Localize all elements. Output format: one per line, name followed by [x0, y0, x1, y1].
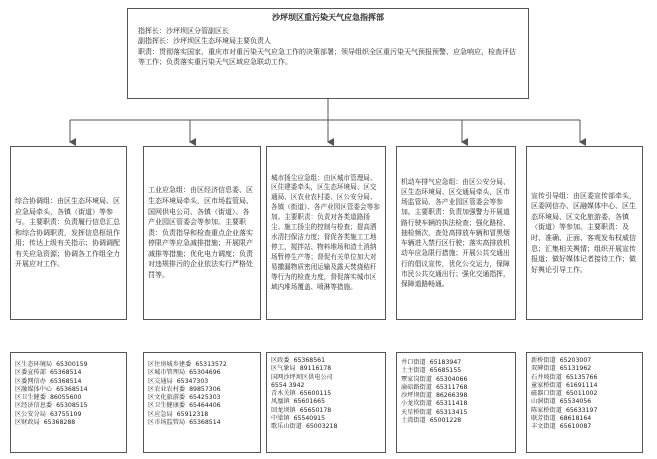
- contact-row: 磁器口街道 65011002: [531, 390, 598, 398]
- contact-row: 沙坪坝街道 86266398: [401, 392, 468, 400]
- contact-row: 区市场监管局 65368514: [148, 419, 221, 427]
- contact-row: 土主街道 65685155: [401, 367, 462, 375]
- duties-text: 职责：贯彻落实国家、重庆市对重污染天气应急工作的决策部署；领导组织全区重污染天气预报预警、应急响应、检查评估等工作；负责落实重污染天气区域应急联动工作。: [138, 47, 516, 66]
- contact-row: 区卫生健康委 65464406: [148, 402, 221, 410]
- contact-row: 中梁镇 65540915: [271, 415, 326, 423]
- contact-box-5: [526, 352, 643, 453]
- contact-row: 覃家岗街道 65304066: [401, 375, 468, 383]
- contact-box-1: [10, 352, 127, 453]
- contact-row: 区委网信办 65368514: [15, 377, 82, 385]
- contact-row: 区农业农村委 89857306: [148, 385, 221, 393]
- contact-row: 双碑街道 65131962: [531, 365, 592, 373]
- contact-row: 区财政局 65368288: [15, 419, 76, 427]
- group-desc-vehicle: 机动车排气应急组：由区公安分局、区生态环境局、区交通局牵头，区市场监管局、各产业园区管委会等参加。主要职责：负责加强警力开展道路行驶车辆的执法检查；强化路检、抽检频次，查处高排放车辆和冒黑烟车辆进入禁行区行驶；落实高排放机动车应急限行措施；开展公共交通出行的倡议宣传，优化公交运力，保障市民公共交通出行；强化交通指挥，保障道路畅通。: [401, 177, 510, 288]
- group-box-industry: [143, 146, 261, 320]
- contact-row: 丰文街道 65610087: [531, 423, 592, 431]
- contact-row: 小龙坎街道 65311418: [401, 400, 468, 408]
- group-box-publicity: [526, 146, 643, 320]
- contact-row: 井口街道 65183947: [401, 359, 462, 366]
- contact-row: 区气象局 89116178: [271, 365, 332, 373]
- group-desc-industry: 工业应急组：由区经济信息委、区生态环境局牵头，区市场监管局、国网供电公司、各镇（街道）、各产业园区管委会等参加。主要职责：负责指导和检查重点企业落实停限产等应急减排措施；开展限产减排等措施；优化电力调度；负责对违规排污的企业依法实行严格处罚等。: [148, 186, 253, 280]
- vice-commander-text: 副指挥长：沙坪坝区生态环境局主要负责人: [138, 37, 271, 45]
- commander-text: 指挥长：沙坪坝区分管副区长: [138, 26, 229, 35]
- contact-row: 区城市管理局 65304696: [148, 369, 221, 377]
- contact-row: 区经济信息委 65308515: [15, 402, 88, 410]
- contact-row: 区文化旅游委 65425303: [148, 394, 221, 402]
- contact-box-4: [396, 352, 516, 453]
- contact-row: 区卫生健委 86055600: [15, 394, 82, 402]
- contact-row: 天星桥街道 65313415: [401, 408, 468, 416]
- headquarters-title: 沙坪坝区重污染天气应急指挥部: [272, 13, 384, 22]
- contact-row: 区政委 65368561: [271, 357, 326, 364]
- contact-row: 区生态环境局 65300159: [15, 361, 88, 368]
- group-desc-coordination: 综合协调组：由区生态环境局、区应急局牵头，各镇（街道）等参与。主要职责：负责履行信息汇总和综合协调职责，发挥信息枢纽作用；传达上级有关指示；协调调配有关应急资源；协调各工作组全力开展应对工作。: [15, 196, 120, 269]
- contact-row: 陈家桥街道 65633197: [531, 406, 598, 414]
- contact-row: 童家桥街道 61691114: [531, 381, 598, 389]
- contact-row: 渝碚路街道 65311768: [401, 383, 468, 391]
- contact-row: 区委宣传部 65368514: [15, 369, 82, 377]
- contact-row: 联芳街道 68618164: [531, 415, 592, 423]
- contact-row: 区住房城乡建委 65313572: [148, 361, 227, 368]
- contact-row: 区融媒体中心 65368514: [15, 385, 88, 393]
- contact-row: 歌乐山街道 65003218: [271, 423, 338, 431]
- contact-row: 凤凰镇 65601665: [271, 398, 326, 406]
- group-box-coordination: [10, 146, 127, 320]
- contact-row: 山洞街道 65534056: [531, 398, 592, 406]
- contact-row: 国网沙坪坝区供电公司: [271, 373, 333, 381]
- group-box-dust: [266, 146, 386, 320]
- contact-row: 青木关镇 65600115: [271, 390, 332, 398]
- contact-row: 区交通局 65347303: [148, 377, 209, 385]
- group-box-vehicle: [396, 146, 516, 320]
- contact-row: 区应急局 65912318: [148, 410, 209, 418]
- contact-row: 新桥街道 65203007: [531, 357, 592, 364]
- contact-row: 石井坡街道 65135766: [531, 373, 598, 381]
- group-desc-dust: 城市扬尘应急组：由区城市管理局、区住建委牵头，区生态环境局、区交通局、区农业农村委、区公安分局、各镇（街道）、各产业园区管委会等参加。主要职责：负责对各类道路扬尘、施工扬尘的控制与检查；提高洒水清扫保洁力度；督促各类施工工地停工，搅拌站、物料堆场和渣土消纳场暂停生产等；督促有关单位加大对易撒漏物质密闭运输及露天焚烧秸秆等行为的检查力度，督促落实城市区域内堆场覆盖、喷淋等措施。: [271, 173, 380, 291]
- contact-box-2: [143, 352, 261, 453]
- contact-row: 土湾街道 65001228: [401, 417, 462, 425]
- group-desc-publicity: 宣传引导组：由区委宣传部牵头，区委网信办、区融媒体中心、区生态环境局、区文化旅游委、各镇（街道）等参加。主要职责：及时、准确、正面、客观发布权威信息；汇集相关舆情；组织开展宣传报道；做好媒体记者接待工作；做好舆论引导工作。: [531, 191, 636, 274]
- contact-row: 6554 3942: [271, 381, 305, 389]
- headquarters-box: [127, 8, 529, 99]
- contact-row: 区公安分局 63755109: [15, 410, 82, 418]
- contact-box-3: [266, 352, 386, 453]
- contact-row: 回龙坝镇 65650178: [271, 406, 332, 414]
